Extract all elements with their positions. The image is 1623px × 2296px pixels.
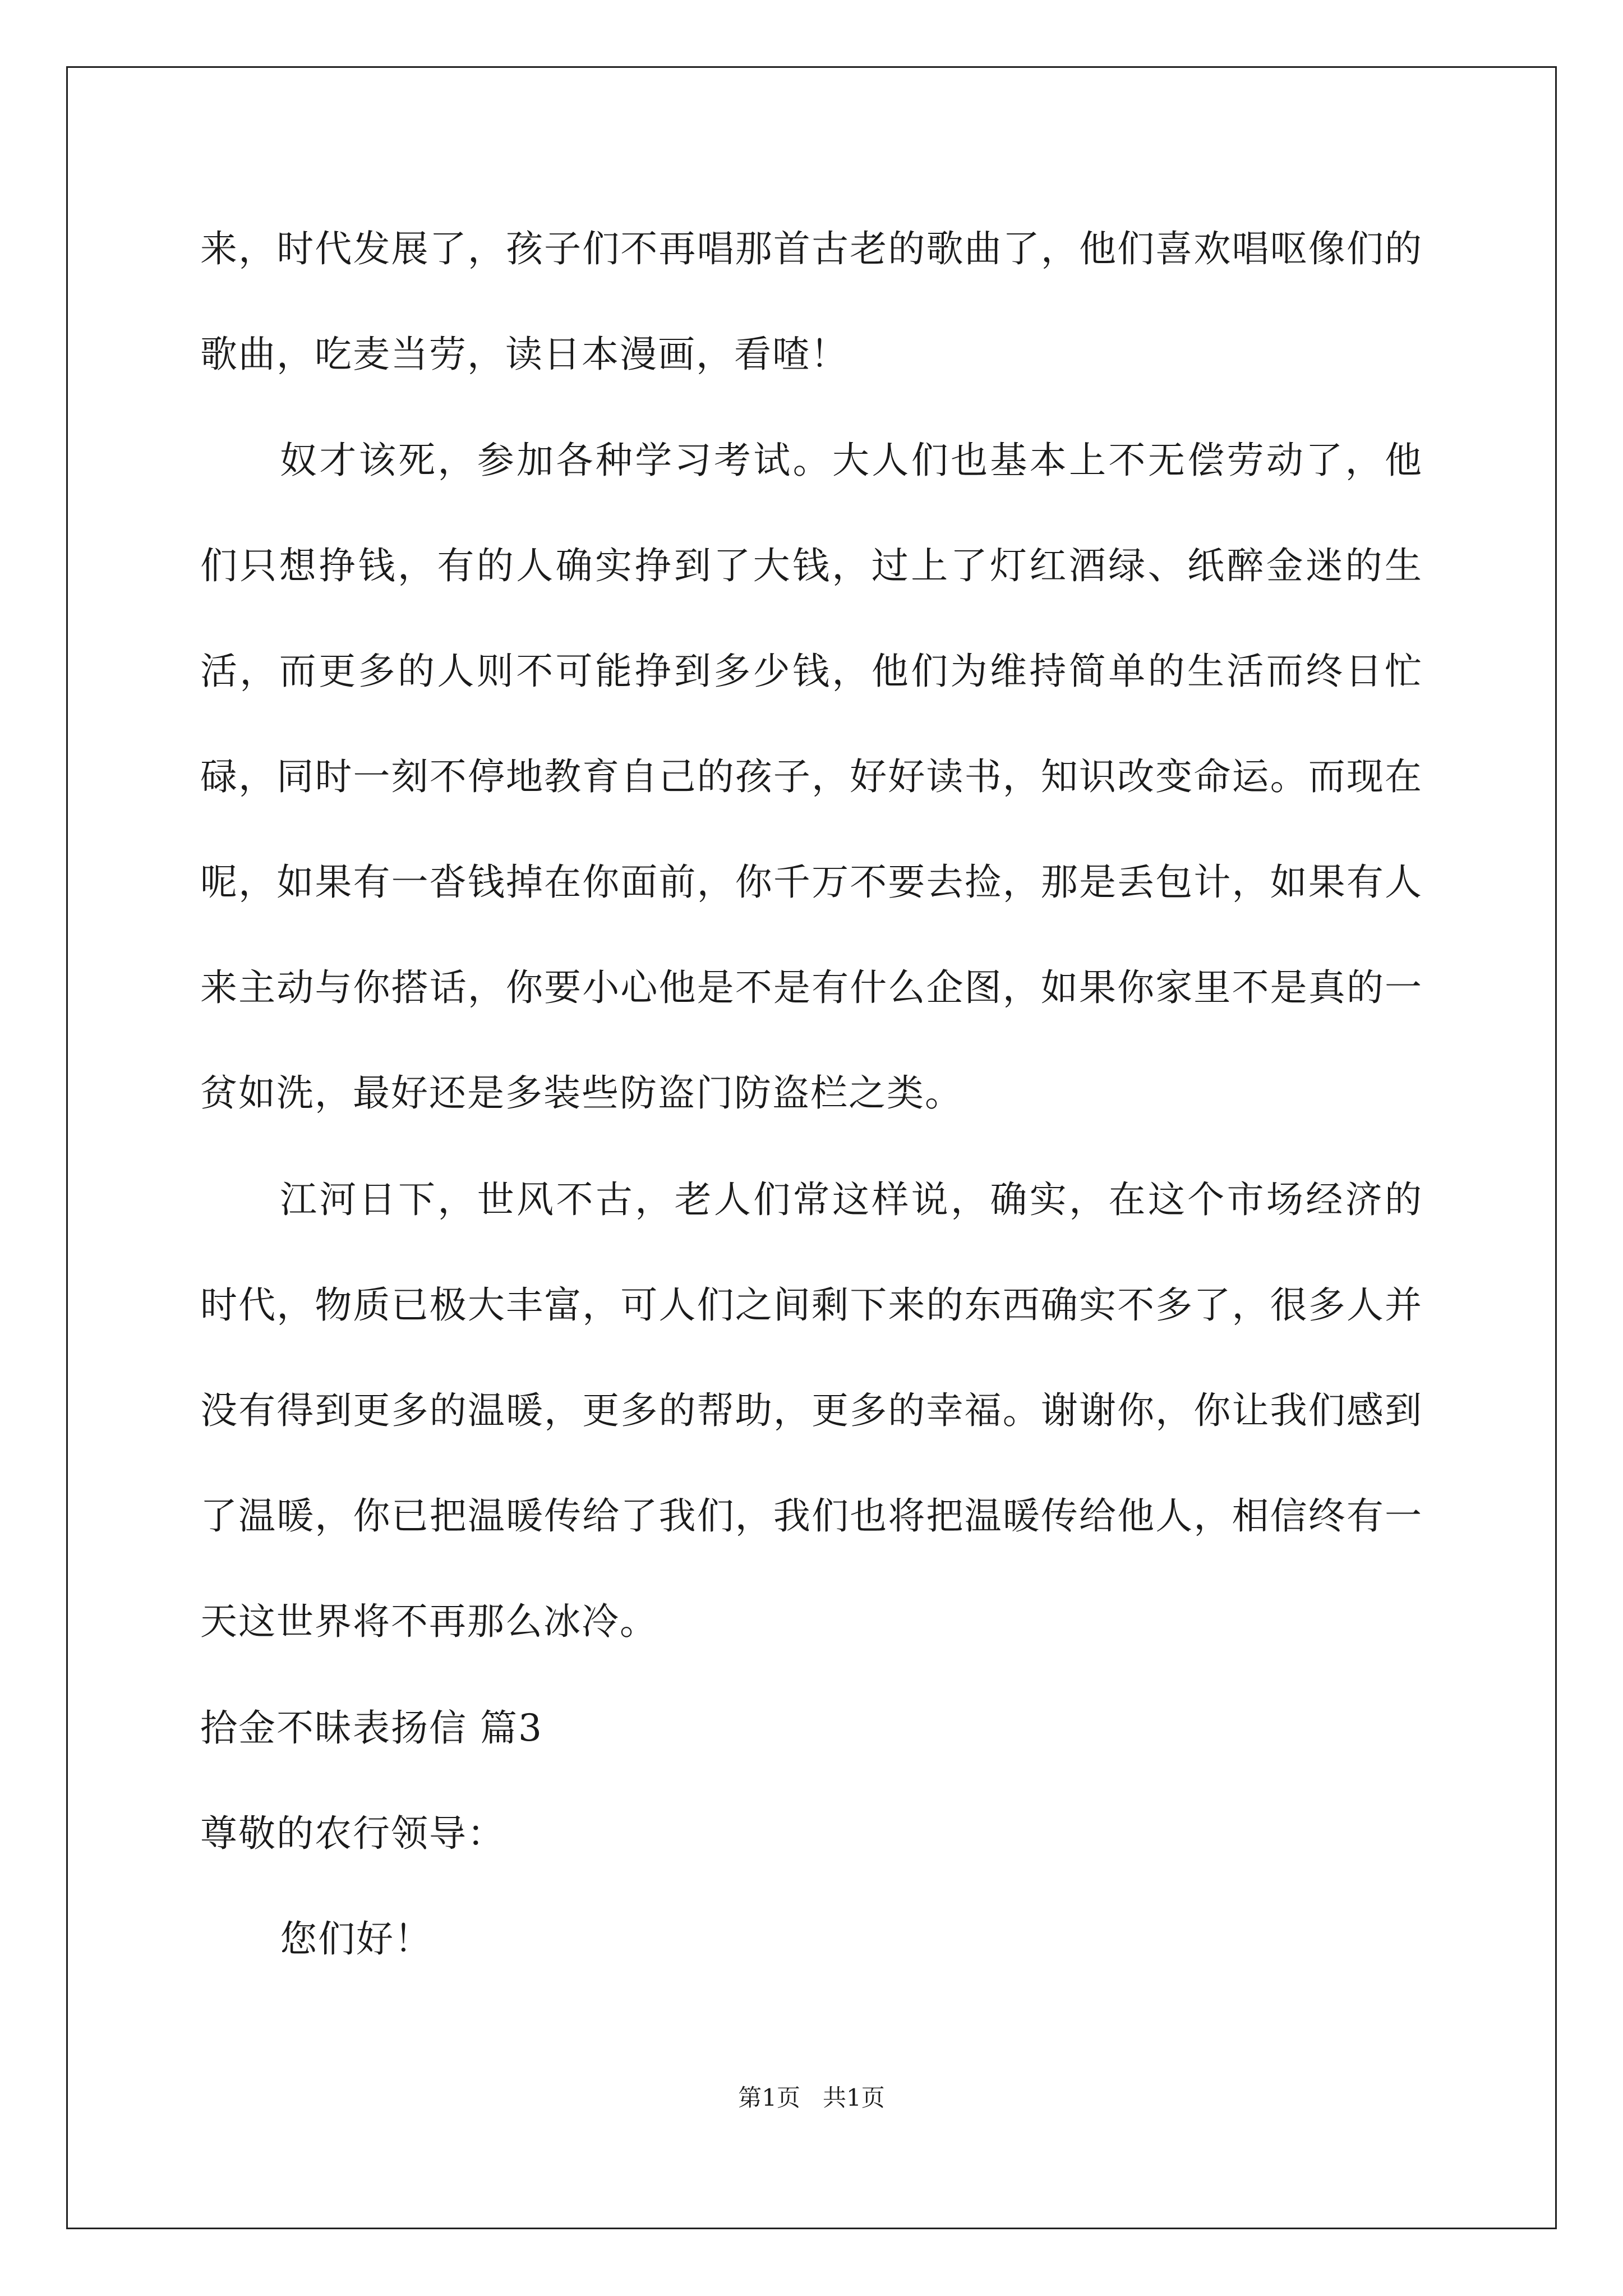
- paragraph-3: 江河日下，世风不古，老人们常这样说，确实，在这个市场经济的时代，物质已极大丰富，可人们之间剩下来的东西确实不多了，很多人并没有得到更多的温暖，更多的帮助，更多的幸福。谢谢你，你让我们感到了温暖，你已把温暖传给了我们，我们也将把温暖传给他人，相信终有一天这世界将不再那么冰冷。: [200, 1178, 1423, 1643]
- paragraph-2: 奴才该死，参加各种学习考试。大人们也基本上不无偿劳动了，他们只想挣钱，有的人确实挣到了大钱，过上了灯红酒绿、纸醉金迷的生活，而更多的人则不可能挣到多少钱，他们为维持简单的生活而终日忙碌，同时一刻不停地教育自己的孩子，好好读书，知识改变命运。而现在呢，如果有一沓钱掉在你面前，你千万不要去捡，那是丢包计，如果有人来主动与你搭话，你要小心他是不是有什么企图，如果你家里不是真的一贫如洗，最好还是多装些防盗门防盗栏之类。: [200, 439, 1423, 1115]
- paragraph-1: 来，时代发展了，孩子们不再唱那首古老的歌曲了，他们喜欢唱呕像们的歌曲，吃麦当劳，读日本漫画，看喳！: [200, 227, 1423, 376]
- salutation: 尊敬的农行领导：: [200, 1812, 505, 1855]
- page-footer: 第1页 共1页: [738, 2084, 885, 2111]
- section-title: 拾金不昧表扬信 篇3: [200, 1706, 543, 1750]
- greeting: 您们好！: [280, 1917, 432, 1961]
